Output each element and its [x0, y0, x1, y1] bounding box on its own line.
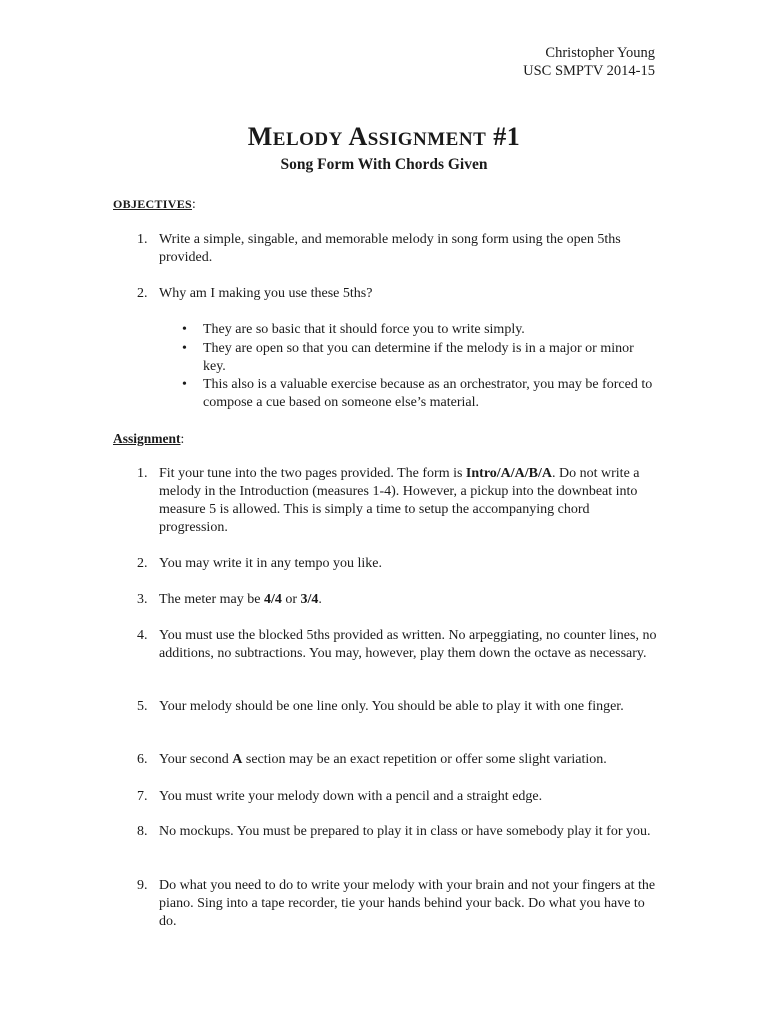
page-subtitle: Song Form With Chords Given	[280, 156, 488, 173]
assignment-item-number: 2.	[137, 556, 148, 571]
assignment-item-text: Your melody should be one line only. You should be able to play it with one finger.	[159, 699, 624, 714]
objectives-heading-text: OBJECTIVES	[113, 197, 193, 211]
course-label: USC SMPTV 2014-15	[523, 63, 655, 79]
page-title	[0, 122, 768, 152]
assignment-item-text	[159, 591, 657, 609]
title-initial-a: A	[348, 122, 368, 151]
author-block	[523, 44, 655, 80]
objectives-heading	[113, 196, 196, 212]
assignment-item-text-part: The meter may be	[159, 592, 264, 607]
form-emphasis: Intro/A/A/B/A	[465, 466, 553, 481]
title-word-ssignment: SSIGNMENT	[367, 129, 487, 150]
assignment-heading-colon: :	[180, 431, 185, 446]
objective-item-text: Why am I making you use these 5ths?	[159, 286, 373, 301]
assignment-item-text-part: or	[281, 592, 301, 607]
author-name: Christopher Young	[545, 45, 655, 61]
assignment-item-text: You may write it in any tempo you like.	[159, 556, 382, 571]
assignment-item-text	[159, 465, 657, 537]
assignment-item-number: 8.	[137, 824, 148, 839]
assignment-item-number: 1.	[137, 466, 148, 481]
assignment-heading-text: Assignment	[113, 431, 181, 446]
bullet-glyph: •	[182, 341, 187, 356]
assignment-item-text-part: section may be an exact repetition or offer some slight variation.	[242, 752, 607, 767]
assignment-item-text-part: Fit your tune into the two pages provided. The form is	[159, 466, 466, 481]
assignment-heading	[113, 431, 184, 447]
bullet-glyph: •	[182, 377, 187, 392]
assignment-item-text: You must use the blocked 5ths provided as written. No arpeggiating, no counter lines, no additions, no subtractions. You may, however, play them down the octave as necessary.	[159, 628, 657, 661]
assignment-item-number: 3.	[137, 592, 148, 607]
assignment-item-number: 4.	[137, 628, 148, 643]
assignment-item-text-part: . Do not write a melody in the Introduction (measures 1-4). However, a pickup into the downbeat into measure 5 is allowed. This is simply a time to setup the accompanying chord progression.	[159, 466, 640, 535]
assignment-item-number: 9.	[137, 878, 148, 893]
objectives-heading-colon: :	[192, 196, 196, 211]
bullet-glyph: •	[182, 322, 187, 337]
section-emphasis: A	[232, 752, 243, 767]
objective-item-text: Write a simple, singable, and memorable melody in song form using the open 5ths provided.	[159, 232, 621, 265]
bullet-text: They are open so that you can determine if the melody is in a major or minor key.	[203, 341, 634, 374]
assignment-item-text: No mockups. You must be prepared to play it in class or have somebody play it for you.	[159, 824, 651, 839]
title-word-elody: ELODY	[272, 129, 343, 150]
assignment-item-number: 7.	[137, 789, 148, 804]
assignment-item-text: You must write your melody down with a pencil and a straight edge.	[159, 789, 543, 804]
meter-emphasis-2: 3/4	[300, 592, 319, 607]
assignment-item-text: Do what you need to do to write your melody with your brain and not your fingers at the piano. Sing into a tape recorder, tie your hands behind your back. Do what you have to do.	[159, 878, 656, 929]
bullet-text: They are so basic that it should force you to write simply.	[203, 322, 525, 337]
assignment-item-text	[159, 751, 657, 769]
title-number: #1	[493, 122, 521, 151]
title-initial-m: M	[247, 122, 273, 151]
assignment-item-text-part: Your second	[159, 752, 233, 767]
bullet-text: This also is a valuable exercise because as an orchestrator, you may be forced to compose a cue based on someone else’s material.	[203, 377, 653, 410]
assignment-item-number: 5.	[137, 699, 148, 714]
meter-emphasis-1: 4/4	[263, 592, 282, 607]
objective-item-number: 1.	[137, 232, 148, 247]
assignment-item-text-part: .	[318, 592, 322, 607]
assignment-item-number: 6.	[137, 752, 148, 767]
objective-item-number: 2.	[137, 286, 148, 301]
